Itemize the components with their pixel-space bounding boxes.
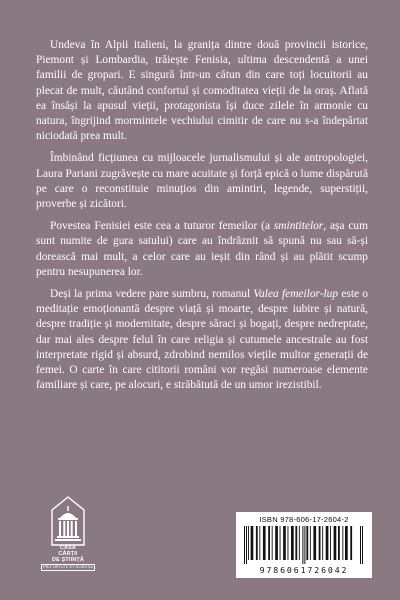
barcode-bar	[272, 526, 273, 560]
barcode-bar	[275, 526, 278, 560]
barcode-bar	[350, 526, 352, 560]
barcode-bar	[326, 526, 329, 560]
barcode-bar	[268, 526, 270, 560]
barcode-bar	[302, 526, 303, 564]
italic-term: smintitelor	[273, 220, 324, 233]
barcode-bar	[330, 526, 331, 560]
barcode-bar	[362, 526, 363, 564]
blurb-text	[36, 38, 368, 400]
barcode-bar	[360, 526, 361, 564]
blurb-paragraph-2: Îmbinând ficțiunea cu mijloacele jurnalismului și ale antropologiei, Laura Pariani zugrăvește cu mare acuitate și forță epică o lume dispărută pe care o reconstituie minuțios din amintiri, legende, superstiții, proverbe și zicători.	[36, 152, 368, 211]
barcode-bar	[256, 526, 258, 560]
barcode-bar	[310, 526, 311, 560]
blurb-paragraph-3: Povestea Fenisiei este cea a tuturor femeilor (a smintitelor, așa cum sunt numite de gura satului) care au îndrăznit să spună nu sau să-și dorească mai mult, a celor care au ieșit din rând și au plătit scump pentru nesupunerea lor.	[36, 220, 368, 278]
barcode-bar	[244, 526, 245, 564]
barcode-bar	[248, 526, 249, 560]
barcode-bar	[283, 526, 286, 560]
barcode-bar	[306, 526, 308, 560]
building-dome-icon	[48, 496, 88, 546]
barcode-bar	[246, 526, 247, 564]
publisher-logo	[43, 496, 93, 580]
isbn-barcode	[236, 512, 372, 578]
blurb-paragraph-1: Undeva în Alpii italieni, la granița dintre două provincii istorice, Piemont și Lombardia, trăiește Fenisia, ultima descendentă a unei familii de gropari. E singură într-un cătun din care toți locuitorii au plecat de mult, căutând confortul și comoditatea vieții de la oraș. Aflată ea însăși la apusul vieții, protagonista își duce zilele în armonie cu natura, îngrijind mormintele vechiului cimitir de care nu s-a îndepărtat niciodată prea mult.	[36, 39, 368, 143]
barcode-bar	[334, 526, 337, 560]
book-title-italic: Valea femeilor-lup	[253, 288, 339, 301]
barcode-bar	[263, 526, 266, 560]
barcode-bar	[319, 526, 321, 560]
barcode-bar	[291, 526, 294, 560]
barcode-bar	[295, 526, 297, 560]
barcode-bar	[299, 526, 300, 560]
publisher-motto: PRO VIRTUTE ET SCIENTIA	[43, 565, 93, 570]
isbn-label: ISBN 978-606-17-2604-2	[259, 515, 349, 524]
barcode-bar	[304, 526, 305, 564]
barcode-bar	[259, 526, 260, 560]
barcode-bar	[342, 526, 343, 560]
ean-digits: 9786061726042	[259, 565, 349, 575]
barcode-bar	[280, 526, 281, 560]
barcode-bars	[242, 526, 366, 564]
blurb-paragraph-4: Deși la prima vedere pare sumbru, romanul Valea femeilor-lup este o meditație emoționantă despre viață și moarte, despre iubire și natură, despre tradiție și modernitate, despre săraci și bogați, despre nedreptate, dar mai ales despre felul în care religia și cutumele ancestrale au fost interpretate rigid și absurd, zdrobind nemilos viețile multor generații de femei. O carte în care cititorii români vor regăsi numeroase elemente familiare și care, pe alocuri, e străbătută de un umor irezistibil.	[36, 288, 368, 392]
barcode-bar	[313, 526, 316, 560]
barcode-bar	[251, 526, 254, 560]
barcode-bar	[338, 526, 340, 560]
barcode-bar	[345, 526, 348, 560]
barcode-bar	[288, 526, 289, 560]
publisher-name: CASA CĂRȚII DE ȘTIINȚĂ	[52, 545, 84, 563]
barcode-bar	[322, 526, 323, 560]
